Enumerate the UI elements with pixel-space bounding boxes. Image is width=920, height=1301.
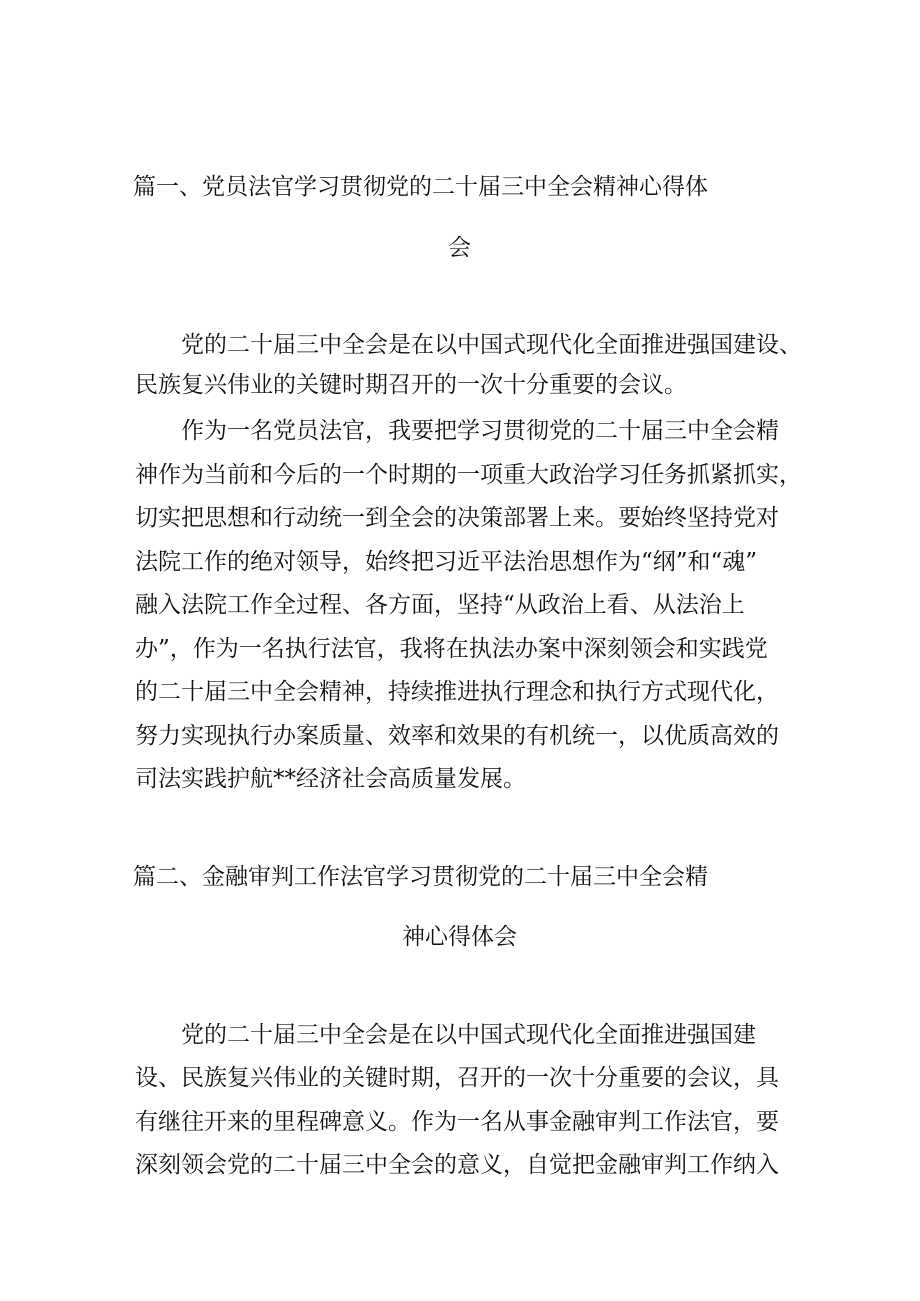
section-1-paragraph-line: 作为一名党员法官，我要把学习贯彻党的二十届三中全会精 <box>181 418 779 444</box>
section-1-paragraph-line: 的二十届三中全会精神，持续推进执行理念和执行方式现代化， <box>135 679 779 705</box>
section-1-paragraph-line: 民族复兴伟业的关键时期召开的一次十分重要的会议。 <box>135 372 687 398</box>
section-1-paragraph-line: 融入法院工作全过程、各方面，坚持“从政治上看、从法治上 <box>135 592 745 618</box>
section-2-paragraph-line: 有继往开来的里程碑意义。作为一名从事金融审判工作法官，要 <box>135 1109 779 1135</box>
section-1-paragraph-line: 神作为当前和今后的一个时期的一项重大政治学习任务抓紧抓实， <box>135 462 802 488</box>
section-2-paragraph-line: 设、民族复兴伟业的关键时期，召开的一次十分重要的会议，具 <box>135 1065 779 1091</box>
section-1-paragraph-line: 切实把思想和行动统一到全会的决策部署上来。要始终坚持党对 <box>135 505 779 531</box>
section-1-paragraph-line: 党的二十届三中全会是在以中国式现代化全面推进强国建设、 <box>181 332 802 358</box>
section-1-title-line-2: 会 <box>448 235 471 261</box>
section-2-paragraph-line: 深刻领会党的二十届三中全会的意义，自觉把金融审判工作纳入 <box>135 1152 779 1178</box>
section-1-paragraph-line: 法院工作的绝对领导，始终把习近平法治思想作为“纲”和“魂” <box>135 549 758 575</box>
section-2-title-line-1: 篇二、金融审判工作法官学习贯彻党的二十届三中全会精 <box>133 864 708 890</box>
section-2-title-line-2: 神心得体会 <box>402 924 517 950</box>
section-2-paragraph-line: 党的二十届三中全会是在以中国式现代化全面推进强国建 <box>181 1022 756 1048</box>
section-1-paragraph-line: 司法实践护航**经济社会高质量发展。 <box>135 766 526 792</box>
section-1-paragraph-line: 努力实现执行办案质量、效率和效果的有机统一，以优质高效的 <box>135 723 779 749</box>
section-1-paragraph-line: 办”，作为一名执行法官，我将在执法办案中深刻领会和实践党 <box>135 636 768 662</box>
section-1-title-line-1: 篇一、党员法官学习贯彻党的二十届三中全会精神心得体 <box>133 174 708 200</box>
